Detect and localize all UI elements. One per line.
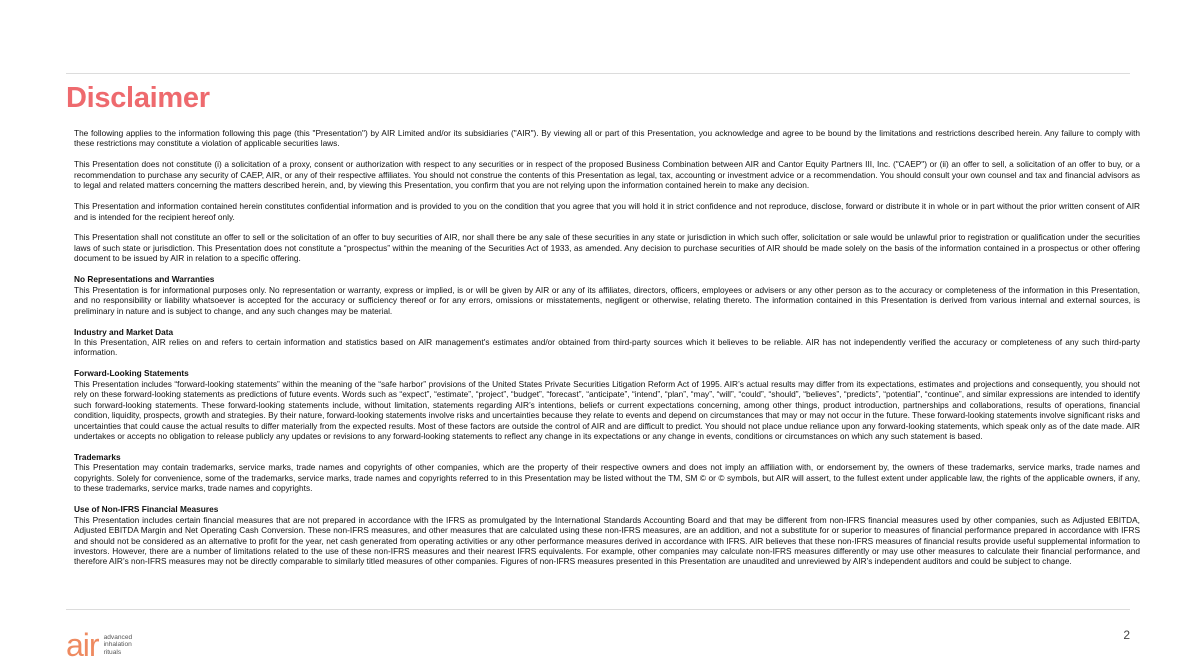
paragraph-text: In this Presentation, AIR relies on and refers to certain information and statistics based on AIR management's estimates and/or obtained from third-party sources which it believes to be reliable. AIR has not independently verified the accuracy or completeness of any such third-party information. [74,336,1140,358]
logo-tagline-line: inhalation [103,641,132,649]
paragraph-text: This Presentation shall not constitute an offer to sell or the solicitation of an offer to buy securities of AIR, nor shall there be any sale of these securities in any state or jurisdiction in which such offer, solicitation or sale would be unlawful prior to registration or qualification under the securities laws of such state or jurisdiction. This Presentation does not constitute a “prospectus” within the meaning of the Securities Act of 1933, as amended. Any decision to purchase securities of AIR should be made solely on the basis of the information contained in a prospectus or other offering document to be issued by AIR in relation to a specific offering. [74,232,1140,264]
paragraph-text: This Presentation is for informational purposes only. No representation or warranty, express or implied, is or will be given by AIR or any of its affiliates, directors, officers, employees or advisers or any other person as to the accuracy or completeness of the information in this Presentation, and no responsibility or liability whatsoever is accepted for the accuracy or sufficiency thereof or for any errors, omissions or misstatements, negligent or otherwise, relating thereto. The information contained in this Presentation is derived from various internal and external sources, is preliminary in nature and is subject to change, and any such changes may be material. [74,284,1140,316]
paragraph-text: This Presentation and information contained herein constitutes confidential information and is provided to you on the condition that you agree that you will hold it in strict confidence and not reproduce, disclose, forward or distribute it in whole or in part without the prior written consent of AIR and is intended for the recipient hereof only. [74,201,1140,222]
logo-mark: air [66,627,99,663]
section-trademarks [74,452,1140,494]
section-industry-data [74,327,1140,358]
paragraph-text: The following applies to the information following this page (this "Presentation") by AIR Limited and/or its subsidiaries ("AIR"). By viewing all or part of this Presentation, you acknowledge and agree to be bound by the limitations and restrictions described herein. Any failure to comply with these restrictions may constitute a violation of applicable securities laws. [74,128,1140,149]
paragraph-confidentiality [74,201,1140,222]
page-title: Disclaimer [66,82,210,114]
logo-tagline-line: rituals [103,648,122,656]
section-heading: No Representations and Warranties [74,274,215,285]
paragraph-text: This Presentation does not constitute (i) a solicitation of a proxy, consent or authorization with respect to any securities or in respect of the proposed Business Combination between AIR and Cantor Equity Partners III, Inc. ("CAEP") or (ii) an offer to sell, a solicitation of an offer to buy, or a recommendation to purchase any security of CAEP, AIR, or any of their respective affiliates. You should not construe the contents of this Presentation as legal, tax, accounting or investment advice or a recommendation. You should consult your own counsel and tax and financial advisors as to legal and related matters concerning the matters described herein, and, by viewing this Presentation, you confirm that you are not relying upon the information contained herein to make any decision. [74,159,1140,191]
section-heading: Trademarks [74,451,121,462]
logo-tagline [104,634,133,656]
section-heading: Industry and Market Data [74,326,174,337]
paragraph-text: This Presentation includes “forward-looking statements” within the meaning of the “safe harbor” provisions of the United States Private Securities Litigation Reform Act of 1995. AIR’s actual results may differ from its expectations, estimates and projections and consequently, you should not rely on these forward-looking statements as predictions of future events. Words such as “expect”, “estimate”, “project”, “budget”, “forecast”, “anticipate”, “intend”, “plan”, “may”, “will”, “could”, “should”, “believes”, “predicts”, “potential”, “continue”, and similar expressions are intended to identify such forward-looking statements. These forward-looking statements include, without limitation, statements regarding AIR’s intentions, beliefs or current expectations concerning, among other things, product introduction, partnerships and collaborations, results of operations, financial condition, liquidity, prospects, growth and strategies. By their nature, forward-looking statements involve risks and uncertainties because they relate to events and depend on circumstances that may or may not occur in the future. These forward-looking statements involve significant risks and uncertainties that could cause the actual results to differ materially from the expected results. Most of these factors are outside the control of AIR and are difficult to predict. You should not place undue reliance upon any forward-looking statements, which speak only as of the date made. AIR undertakes or accepts no obligation to release publicly any updates or revisions to any forward-looking statements to reflect any change in its expectations or any change in events, conditions or circumstances on which any such statement is based. [74,378,1140,442]
paragraph-text: This Presentation may contain trademarks, service marks, trade names and copyrights of other companies, which are the property of their respective owners and does not imply an affiliation with, or endorsement by, the owners of these trademarks, service marks, trade names and copyrights. Solely for convenience, some of the trademarks, service marks, trade names and copyrights referred to in this Presentation may be listed without the TM, SM © or © symbols, but AIR will assert, to the fullest extent under applicable law, the rights of the applicable owners, if any, to these trademarks, service marks, trade names and copyrights. [74,462,1140,494]
section-forward-looking [74,368,1140,441]
top-divider [66,73,1130,74]
bottom-divider [66,609,1130,610]
section-heading: Forward-Looking Statements [74,368,189,379]
paragraph-no-solicitation [74,159,1140,190]
paragraph-text: This Presentation includes certain financial measures that are not prepared in accordance with the IFRS as promulgated by the International Standards Accounting Board and that may be different from non-IFRS financial measures used by other companies, such as Adjusted EBITDA, Adjusted EBITDA Margin and Net Operating Cash Conversion. These non-IFRS measures, and other measures that are calculated using these non-IFRS measures, are an addition, and not a substitute for or superior to measures of financial performance prepared in accordance with IFRS and should not be considered as an alternative to profit for the year, net cash generated from operating activities or any other performance measures derived in accordance with IFRS. AIR believes that these non-IFRS measures of financial results provide useful supplemental information to investors. However, there are a number of limitations related to the use of these non-IFRS measures and their nearest IFRS equivalents. For example, other companies may calculate non-IFRS measures differently or may use other measures to calculate their financial performance, and therefore AIR’s non-IFRS measures may not be directly comparable to similarly titled measures of other companies. Figures of non-IFRS measures presented in this Presentation are unaudited and unreviewed by AIR’s independent auditors and could be subject to change. [74,514,1140,567]
section-no-representations [74,274,1140,316]
logo-tagline-line: advanced [103,634,133,642]
section-non-ifrs [74,504,1140,567]
disclaimer-body [74,128,1140,577]
paragraph-no-offer [74,232,1140,263]
page-number: 2 [1123,628,1130,642]
section-heading: Use of Non-IFRS Financial Measures [74,504,219,515]
company-logo [66,628,132,662]
paragraph-intro [74,128,1140,149]
